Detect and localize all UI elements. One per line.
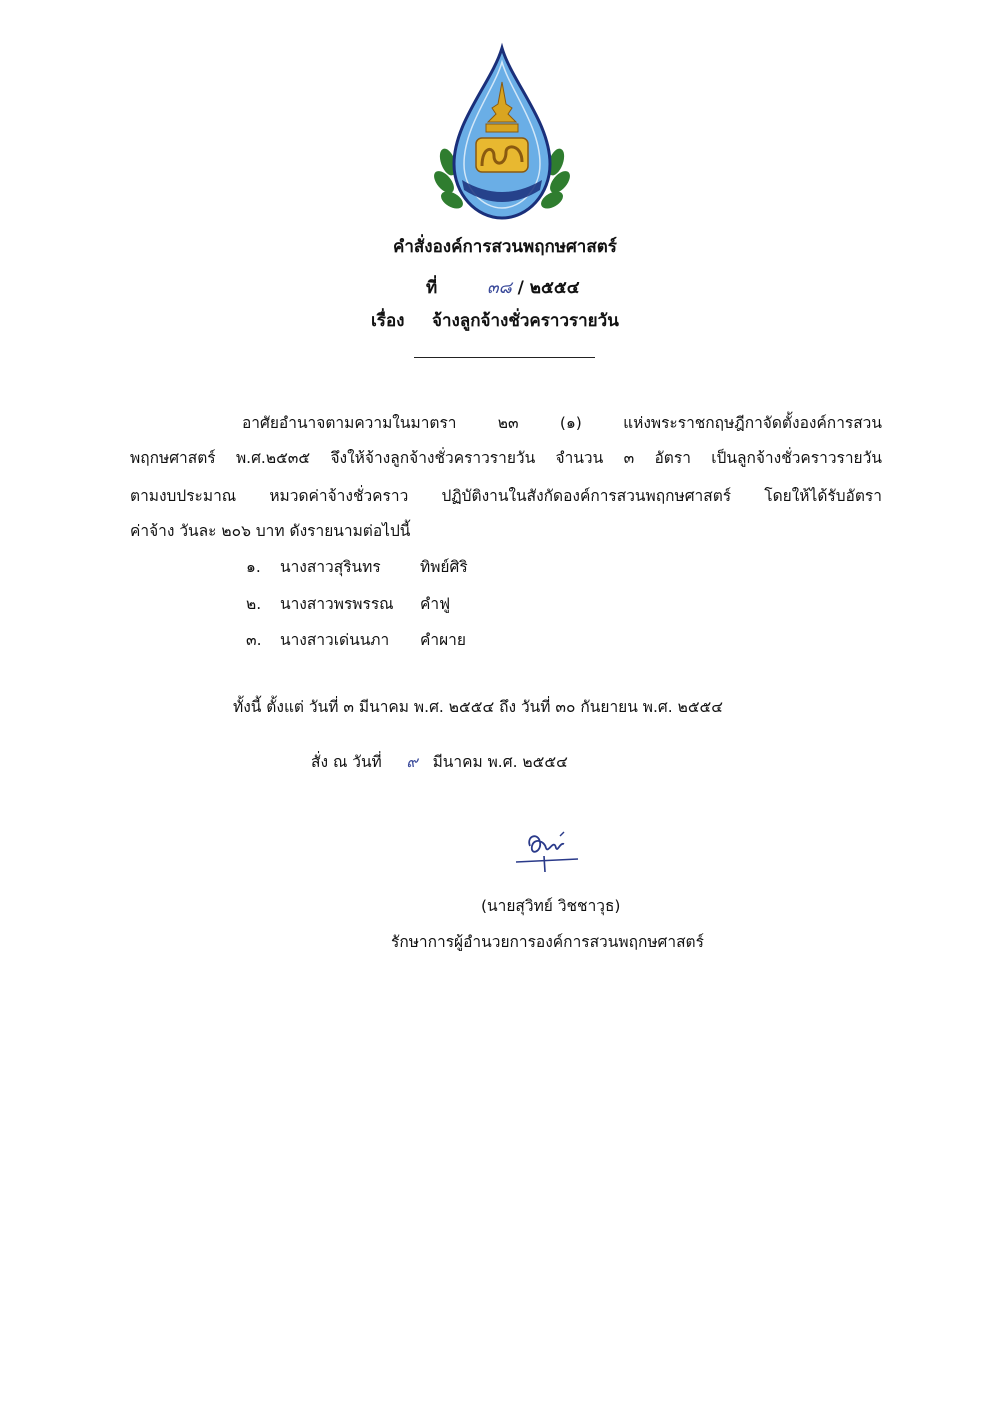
paragraph-word: (๑) bbox=[559, 414, 582, 432]
order-date-suffix: มีนาคม พ.ศ. ๒๕๕๔ bbox=[432, 753, 568, 771]
paragraph-line-1 bbox=[242, 410, 882, 435]
header-divider bbox=[414, 357, 595, 358]
paragraph-word: ปฏิบัติงานในสังกัดองค์การสวนพฤกษศาสตร์ bbox=[441, 487, 732, 505]
handwritten-signature-icon bbox=[508, 826, 588, 876]
paragraph-line-4: ค่าจ้าง วันละ ๒๐๖ บาท ดังรายนามต่อไปนี้ bbox=[130, 522, 411, 540]
order-number-handwritten: ๓๘ bbox=[487, 278, 512, 298]
paragraph-word: โดยให้ได้รับอัตรา bbox=[764, 487, 882, 505]
paragraph-word: อาศัยอำนาจตามความในมาตรา bbox=[242, 414, 457, 432]
paragraph-word: เป็นลูกจ้างชั่วคราวรายวัน bbox=[711, 449, 882, 467]
list-item bbox=[246, 627, 466, 652]
order-number-label: ที่ bbox=[426, 278, 438, 298]
paragraph-word: แห่งพระราชกฤษฎีกาจัดตั้งองค์การสวน bbox=[623, 414, 882, 432]
paragraph-word: หมวดค่าจ้างชั่วคราว bbox=[269, 487, 409, 505]
list-item-first-name: นางสาวเด่นนภา bbox=[280, 631, 390, 649]
signer-name: (นายสุวิทย์ วิชชาวุธ) bbox=[481, 897, 621, 915]
paragraph-word: อัตรา bbox=[654, 449, 691, 467]
paragraph-word: พ.ศ.๒๕๓๕ bbox=[235, 449, 311, 467]
list-item bbox=[246, 554, 468, 579]
order-number-year: / ๒๕๕๔ bbox=[517, 278, 580, 298]
order-date-prefix: สั่ง ณ วันที่ bbox=[311, 753, 382, 771]
paragraph-word: พฤกษศาสตร์ bbox=[130, 449, 216, 467]
list-item-last-name: คำฟู bbox=[420, 595, 451, 613]
subject-text: จ้างลูกจ้างชั่วคราวรายวัน bbox=[432, 311, 619, 331]
paragraph-word: ๓ bbox=[623, 449, 635, 467]
order-date-day: ๙ bbox=[406, 753, 418, 771]
paragraph-word: ตามงบประมาณ bbox=[130, 487, 237, 505]
list-item bbox=[246, 591, 450, 616]
list-item-index: ๑. bbox=[246, 558, 261, 576]
effective-period: ทั้งนี้ ตั้งแต่ วันที่ ๓ มีนาคม พ.ศ. ๒๕๕๔ ถึง วันที่ ๓๐ กันยายน พ.ศ. ๒๕๕๔ bbox=[233, 698, 724, 716]
water-drop-emblem-icon bbox=[432, 42, 572, 227]
list-item-first-name: นางสาวพรพรรณ bbox=[280, 595, 394, 613]
paragraph-word: ๒๓ bbox=[497, 414, 519, 432]
signer-position: รักษาการผู้อำนวยการองค์การสวนพฤกษศาสตร์ bbox=[391, 933, 704, 951]
order-number bbox=[487, 274, 580, 301]
list-item-last-name: คำผาย bbox=[420, 631, 466, 649]
paragraph-line-2 bbox=[130, 445, 882, 470]
order-date bbox=[311, 749, 568, 774]
list-item-index: ๒. bbox=[246, 595, 262, 613]
subject-label: เรื่อง bbox=[371, 311, 405, 331]
page-title: คำสั่งองค์การสวนพฤกษศาสตร์ bbox=[393, 237, 617, 257]
list-item-index: ๓. bbox=[246, 631, 262, 649]
paragraph-line-3 bbox=[130, 483, 882, 508]
paragraph-word: จึงให้จ้างลูกจ้างชั่วคราวรายวัน bbox=[330, 449, 536, 467]
paragraph-word: จำนวน bbox=[555, 449, 604, 467]
list-item-first-name: นางสาวสุรินทร bbox=[280, 558, 381, 576]
list-item-last-name: ทิพย์ศิริ bbox=[420, 558, 468, 576]
